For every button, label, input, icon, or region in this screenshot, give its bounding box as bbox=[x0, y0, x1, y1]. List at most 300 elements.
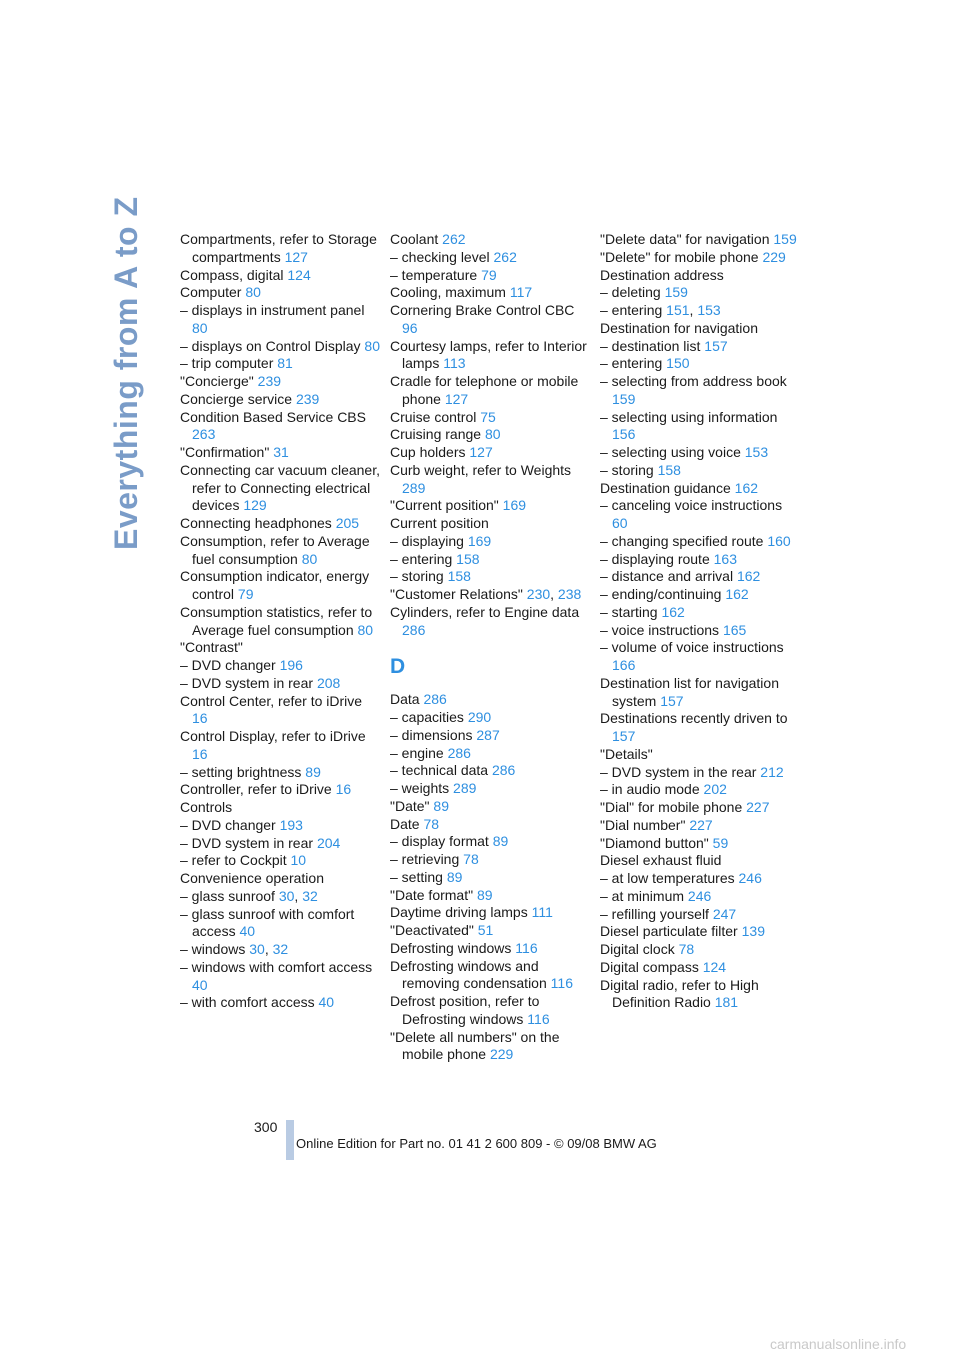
index-entry bbox=[180, 515, 380, 533]
index-entry bbox=[600, 870, 800, 888]
index-entry bbox=[180, 391, 380, 409]
index-entry bbox=[390, 727, 590, 745]
section-side-title bbox=[100, 196, 150, 550]
page-ref-link[interactable]: 16 bbox=[335, 781, 352, 798]
index-entry bbox=[600, 639, 800, 675]
index-entry bbox=[600, 249, 800, 267]
page-ref-link[interactable]: 158 bbox=[447, 568, 471, 585]
index-entry bbox=[180, 941, 380, 959]
index-entry bbox=[600, 799, 800, 817]
page-ref-separator: , bbox=[294, 887, 299, 904]
index-term: Courtesy lamps, refer to Interior lamps bbox=[390, 337, 587, 372]
page-ref-link[interactable]: 247 bbox=[712, 905, 737, 922]
index-entry bbox=[600, 746, 800, 764]
page-ref-link[interactable]: 127 bbox=[444, 390, 469, 407]
index-term: – voice instructions bbox=[600, 621, 720, 638]
index-entry bbox=[390, 586, 590, 604]
page-ref-link[interactable]: 111 bbox=[531, 904, 553, 921]
index-entry bbox=[390, 302, 590, 338]
index-term: "Dial" for mobile phone bbox=[600, 799, 743, 815]
page-ref-link[interactable]: 129 bbox=[243, 497, 267, 514]
index-term: Destinations recently driven to bbox=[600, 710, 788, 727]
page-ref-link[interactable]: 127 bbox=[469, 444, 493, 460]
page-ref-link[interactable]: 116 bbox=[550, 975, 573, 992]
page-ref-link[interactable]: 286 bbox=[402, 621, 426, 638]
page-ref-link[interactable]: 289 bbox=[453, 780, 477, 796]
page-ref-link[interactable]: 116 bbox=[515, 939, 538, 956]
index-term: Cooling, maximum bbox=[390, 284, 506, 301]
index-entry bbox=[180, 906, 380, 942]
page-ref-link[interactable]: 80 bbox=[364, 337, 380, 354]
index-entry bbox=[390, 284, 590, 302]
index-term: Control Display, refer to iDrive bbox=[180, 728, 366, 744]
index-entry bbox=[180, 959, 380, 995]
index-term: – with comfort access bbox=[180, 994, 315, 1011]
page-ref-separator: , bbox=[550, 586, 555, 602]
page-ref-link[interactable]: 157 bbox=[660, 692, 684, 709]
page-ref-link[interactable]: 16 bbox=[192, 710, 208, 727]
index-term: – DVD system in the rear bbox=[600, 763, 757, 780]
page-ref-link[interactable]: 289 bbox=[402, 479, 426, 496]
index-entry bbox=[600, 817, 800, 835]
page-ref-separator: , bbox=[689, 302, 694, 318]
watermark: carmanualsonline.info bbox=[770, 1336, 907, 1352]
index-entry bbox=[390, 904, 590, 922]
page-ref-link[interactable]: 78 bbox=[463, 851, 479, 867]
index-term: – DVD changer bbox=[180, 657, 276, 673]
index-entry bbox=[180, 444, 380, 462]
index-term: – entering bbox=[390, 550, 453, 567]
page-ref-link[interactable]: 156 bbox=[612, 426, 636, 443]
index-entry bbox=[180, 781, 380, 799]
index-term: Cylinders, refer to Engine data bbox=[390, 603, 580, 620]
index-term: "Concierge" bbox=[180, 373, 254, 389]
page-ref-link[interactable]: 60 bbox=[612, 515, 628, 531]
page-ref-link[interactable]: 286 bbox=[491, 762, 516, 779]
page-ref-link[interactable]: 162 bbox=[736, 568, 761, 585]
index-entry bbox=[180, 231, 380, 267]
index-term: – destination list bbox=[600, 337, 701, 354]
index-entry bbox=[180, 338, 380, 356]
page-ref-link[interactable]: 127 bbox=[284, 248, 308, 265]
index-entry bbox=[390, 922, 590, 940]
index-term: – DVD changer bbox=[180, 816, 276, 833]
page-ref-link[interactable]: 80 bbox=[484, 426, 501, 443]
index-entry bbox=[600, 444, 800, 462]
page-ref-link[interactable]: 151 bbox=[666, 302, 690, 318]
page-ref-link[interactable]: 79 bbox=[237, 586, 254, 602]
index-entry bbox=[180, 604, 380, 640]
page-ref-link[interactable]: 30 bbox=[249, 941, 265, 957]
index-term: "Deactivated" bbox=[390, 922, 474, 938]
page-ref-link[interactable]: 89 bbox=[433, 797, 449, 814]
page-ref-link[interactable]: 80 bbox=[192, 319, 208, 336]
page-ref-link[interactable]: 227 bbox=[689, 816, 713, 833]
page-ref-link[interactable]: 116 bbox=[527, 1010, 550, 1027]
index-entry bbox=[390, 745, 590, 763]
index-entry bbox=[180, 533, 380, 569]
page-ref-link[interactable]: 80 bbox=[301, 550, 318, 567]
index-term: – retrieving bbox=[390, 851, 460, 867]
page-ref-link[interactable]: 40 bbox=[239, 923, 256, 940]
index-entry bbox=[390, 551, 590, 569]
page-ref-link[interactable]: 139 bbox=[741, 923, 765, 940]
index-entry bbox=[180, 799, 380, 817]
page-ref-link[interactable]: 78 bbox=[423, 815, 440, 832]
index-term: – DVD system in rear bbox=[180, 834, 314, 851]
index-entry bbox=[600, 267, 800, 285]
index-term: – at low temperatures bbox=[600, 870, 735, 886]
index-entry bbox=[600, 284, 800, 302]
page-ref-link[interactable]: 263 bbox=[192, 426, 216, 443]
page-ref-link[interactable]: 162 bbox=[734, 479, 759, 496]
index-entry bbox=[390, 604, 590, 640]
index-entry bbox=[390, 515, 590, 533]
index-entry bbox=[180, 888, 380, 906]
index-term: "Customer Relations" bbox=[390, 586, 523, 602]
page-ref-link[interactable]: 239 bbox=[295, 390, 320, 407]
index-entry bbox=[390, 833, 590, 851]
page-ref-link[interactable]: 117 bbox=[509, 284, 533, 301]
index-entry bbox=[600, 852, 800, 870]
page-ref-separator: , bbox=[264, 941, 269, 957]
index-entry bbox=[600, 888, 800, 906]
index-entry bbox=[600, 409, 800, 445]
index-term: Curb weight, refer to Weights bbox=[390, 461, 572, 478]
index-entry bbox=[180, 675, 380, 693]
page-ref-link[interactable]: 30 bbox=[278, 887, 295, 904]
side-title-text: Everything from A to Z bbox=[108, 196, 144, 550]
index-term: – windows with comfort access bbox=[180, 958, 373, 975]
index-term: Compartments, refer to Storage compartments bbox=[180, 231, 377, 265]
page-number: 300 bbox=[254, 1119, 278, 1135]
index-entry bbox=[600, 586, 800, 604]
index-term: Diesel particulate filter bbox=[600, 923, 738, 940]
index-entry bbox=[390, 249, 590, 267]
index-entry bbox=[390, 497, 590, 515]
page-ref-link[interactable]: 81 bbox=[277, 355, 293, 372]
index-term: Control Center, refer to iDrive bbox=[180, 692, 363, 709]
page-ref-link[interactable]: 89 bbox=[305, 763, 321, 780]
page-ref-link[interactable]: 80 bbox=[245, 284, 261, 301]
index-term: Consumption indicator, energy control bbox=[180, 568, 370, 602]
page-ref-link[interactable]: 162 bbox=[725, 586, 749, 602]
index-term: Diesel exhaust fluid bbox=[600, 852, 722, 869]
page-ref-link[interactable]: 159 bbox=[773, 231, 797, 247]
index-term: Cruise control bbox=[390, 408, 477, 425]
index-term: Cup holders bbox=[390, 444, 466, 460]
index-entry bbox=[390, 691, 590, 709]
page-ref-link[interactable]: 40 bbox=[318, 994, 335, 1011]
index-term: Connecting headphones bbox=[180, 515, 332, 531]
index-term: – selecting using information bbox=[600, 408, 778, 425]
index-column-1 bbox=[180, 231, 380, 1012]
index-entry bbox=[600, 231, 800, 249]
index-term: – at minimum bbox=[600, 887, 685, 904]
index-term: Digital compass bbox=[600, 958, 699, 975]
page-ref-link[interactable]: 79 bbox=[481, 266, 497, 283]
index-entry bbox=[390, 267, 590, 285]
index-term: Compass, digital bbox=[180, 266, 284, 283]
index-entry bbox=[600, 923, 800, 941]
index-term: Connecting car vacuum cleaner, refer to Connecting electrical devices bbox=[180, 461, 380, 514]
index-term: "Delete all numbers" on the mobile phone bbox=[390, 1028, 560, 1063]
index-term: – displaying bbox=[390, 532, 464, 549]
index-entry bbox=[390, 533, 590, 551]
index-term: – storing bbox=[390, 568, 444, 585]
page-ref-link[interactable]: 113 bbox=[443, 355, 466, 372]
index-term: Concierge service bbox=[180, 390, 293, 407]
index-entry bbox=[390, 409, 590, 427]
page-ref-link[interactable]: 246 bbox=[687, 887, 712, 904]
page-ref-link[interactable]: 10 bbox=[290, 852, 307, 869]
index-entry bbox=[390, 816, 590, 834]
index-term: Controller, refer to iDrive bbox=[180, 781, 332, 798]
index-entry bbox=[600, 497, 800, 533]
page-ref-link[interactable]: 262 bbox=[493, 248, 517, 265]
index-term: Daytime driving lamps bbox=[390, 904, 528, 921]
index-term: Defrosting windows bbox=[390, 939, 512, 956]
index-entry bbox=[390, 762, 590, 780]
index-term: – displays in instrument panel bbox=[180, 302, 365, 318]
page-ref-link[interactable]: 89 bbox=[446, 868, 463, 885]
page-ref-link[interactable]: 40 bbox=[192, 976, 208, 993]
page-ref-link[interactable]: 212 bbox=[760, 763, 784, 780]
page-ref-link[interactable]: 169 bbox=[467, 532, 492, 549]
index-entry bbox=[600, 977, 800, 1013]
page-ref-link[interactable]: 158 bbox=[456, 550, 480, 567]
index-entry bbox=[600, 551, 800, 569]
index-term: – entering bbox=[600, 355, 663, 372]
index-term: – glass sunroof with comfort access bbox=[180, 905, 355, 940]
page-ref-link[interactable]: 208 bbox=[316, 674, 341, 691]
page-ref-link[interactable]: 163 bbox=[713, 550, 737, 567]
index-term: – checking level bbox=[390, 248, 490, 265]
index-entry bbox=[180, 817, 380, 835]
index-entry bbox=[180, 693, 380, 729]
index-entry bbox=[600, 959, 800, 977]
index-entry bbox=[600, 604, 800, 622]
index-term: Destination list for navigation system bbox=[600, 674, 779, 709]
index-term: – DVD system in rear bbox=[180, 674, 314, 691]
index-term: – engine bbox=[390, 744, 444, 761]
index-entry bbox=[390, 373, 590, 409]
index-term: – ending/continuing bbox=[600, 586, 722, 602]
page-ref-link[interactable]: 159 bbox=[612, 390, 636, 407]
index-term: "Diamond button" bbox=[600, 834, 709, 851]
page-ref-link[interactable]: 160 bbox=[767, 532, 791, 549]
page-ref-link[interactable]: 162 bbox=[661, 603, 685, 620]
index-entry bbox=[600, 906, 800, 924]
index-term: – glass sunroof bbox=[180, 887, 275, 904]
page-ref-link[interactable]: 229 bbox=[489, 1046, 514, 1063]
index-term: "Dial number" bbox=[600, 816, 686, 833]
index-term: "Details" bbox=[600, 745, 653, 762]
index-entry bbox=[180, 302, 380, 338]
page-ref-link[interactable]: 165 bbox=[722, 621, 747, 638]
index-entry bbox=[390, 568, 590, 586]
index-column-2 bbox=[390, 231, 590, 1064]
index-entry bbox=[600, 462, 800, 480]
index-term: Controls bbox=[180, 799, 233, 815]
index-entry bbox=[600, 764, 800, 782]
index-term: – distance and arrival bbox=[600, 568, 734, 585]
index-term: – selecting using voice bbox=[600, 444, 741, 460]
index-term: – capacities bbox=[390, 709, 464, 725]
page-ref-link[interactable]: 181 bbox=[714, 994, 739, 1011]
index-term: – displaying route bbox=[600, 550, 710, 567]
index-entry bbox=[600, 568, 800, 586]
index-term: – windows bbox=[180, 941, 246, 957]
index-term: – deleting bbox=[600, 284, 661, 301]
index-entry bbox=[180, 568, 380, 604]
index-term: – dimensions bbox=[390, 726, 473, 743]
index-entry bbox=[390, 851, 590, 869]
page-ref-link[interactable]: 239 bbox=[257, 373, 282, 389]
index-entry bbox=[390, 993, 590, 1029]
page-ref-link[interactable]: 150 bbox=[666, 355, 690, 372]
index-entry bbox=[600, 320, 800, 338]
index-term: Current position bbox=[390, 515, 489, 531]
index-term: Coolant bbox=[390, 231, 439, 247]
page-ref-link[interactable]: 202 bbox=[703, 781, 727, 798]
index-term: – canceling voice instructions bbox=[600, 497, 783, 514]
page-ref-link[interactable]: 32 bbox=[272, 941, 289, 957]
page-ref-link[interactable]: 169 bbox=[502, 497, 527, 514]
page-ref-link[interactable]: 89 bbox=[476, 886, 493, 903]
index-term: "Current position" bbox=[390, 497, 499, 514]
page-ref-link[interactable]: 32 bbox=[302, 887, 318, 904]
index-entry bbox=[390, 231, 590, 249]
index-column-3 bbox=[600, 231, 800, 1012]
index-term: Consumption statistics, refer to Average fuel consumption bbox=[180, 603, 373, 638]
index-term: – storing bbox=[600, 461, 654, 478]
page-ref-link[interactable]: 157 bbox=[704, 337, 728, 354]
index-term: "Delete" for mobile phone bbox=[600, 248, 759, 265]
page-ref-link[interactable]: 16 bbox=[192, 745, 208, 762]
index-entry bbox=[390, 780, 590, 798]
index-term: Destination guidance bbox=[600, 479, 731, 496]
index-entry bbox=[390, 798, 590, 816]
page-ref-link[interactable]: 159 bbox=[664, 284, 688, 301]
index-term: Defrost position, refer to Defrosting windows bbox=[390, 993, 540, 1027]
page-ref-link[interactable]: 166 bbox=[612, 657, 636, 673]
page-ref-link[interactable]: 204 bbox=[316, 834, 341, 851]
index-term: Cradle for telephone or mobile phone bbox=[390, 373, 579, 407]
index-entry bbox=[180, 852, 380, 870]
index-entry bbox=[390, 940, 590, 958]
index-term: – trip computer bbox=[180, 355, 274, 372]
index-term: Condition Based Service CBS bbox=[180, 408, 366, 425]
page-ref-link[interactable]: 80 bbox=[357, 621, 374, 638]
index-term: "Delete data" for navigation bbox=[600, 231, 770, 247]
index-entry bbox=[390, 958, 590, 994]
index-entry bbox=[390, 869, 590, 887]
page-ref-link[interactable]: 196 bbox=[279, 657, 303, 673]
index-entry bbox=[600, 533, 800, 551]
index-entry bbox=[390, 462, 590, 498]
index-entry bbox=[600, 941, 800, 959]
index-entry bbox=[180, 267, 380, 285]
page-ref-link[interactable]: 124 bbox=[287, 266, 311, 283]
index-term: Digital clock bbox=[600, 941, 675, 957]
page-ref-link[interactable]: 75 bbox=[480, 408, 496, 425]
index-term: – temperature bbox=[390, 266, 478, 283]
index-entry bbox=[600, 710, 800, 746]
index-entry bbox=[180, 657, 380, 675]
index-term: "Contrast" bbox=[180, 639, 243, 656]
index-term: "Date" bbox=[390, 797, 430, 814]
page-ref-link[interactable]: 158 bbox=[657, 461, 681, 478]
page-ref-link[interactable]: 89 bbox=[492, 833, 509, 850]
index-term: Consumption, refer to Average fuel consumption bbox=[180, 532, 370, 567]
page-ref-link[interactable]: 230 bbox=[526, 586, 551, 602]
page-ref-link[interactable]: 290 bbox=[467, 709, 492, 725]
index-entry bbox=[180, 639, 380, 657]
page-ref-link[interactable]: 153 bbox=[744, 444, 769, 460]
index-entry bbox=[180, 994, 380, 1012]
index-entry bbox=[390, 444, 590, 462]
page-ref-link[interactable]: 193 bbox=[279, 816, 303, 833]
index-term: Defrosting windows and removing condensation bbox=[390, 957, 547, 992]
page-ref-link[interactable]: 229 bbox=[762, 248, 786, 265]
index-entry bbox=[390, 1029, 590, 1065]
index-term: "Confirmation" bbox=[180, 444, 270, 460]
page-ref-link[interactable]: 262 bbox=[442, 231, 466, 247]
index-term: Destination address bbox=[600, 266, 724, 283]
page-ref-link[interactable]: 238 bbox=[557, 586, 582, 602]
index-term: – technical data bbox=[390, 762, 489, 779]
index-entry bbox=[180, 284, 380, 302]
index-entry bbox=[390, 426, 590, 444]
page-ref-link[interactable]: 286 bbox=[423, 691, 447, 708]
index-entry bbox=[390, 709, 590, 727]
index-entry bbox=[180, 409, 380, 445]
index-entry bbox=[390, 887, 590, 905]
index-term: – selecting from address book bbox=[600, 373, 787, 389]
index-term: Convenience operation bbox=[180, 870, 324, 886]
page-ref-link[interactable]: 96 bbox=[402, 319, 418, 336]
page-ref-link[interactable]: 51 bbox=[477, 922, 494, 938]
page-ref-link[interactable]: 153 bbox=[697, 302, 721, 318]
index-term: – changing specified route bbox=[600, 532, 764, 549]
index-term: Computer bbox=[180, 284, 242, 301]
index-term: – weights bbox=[390, 780, 450, 796]
page-ref-link[interactable]: 157 bbox=[612, 728, 636, 744]
page-ref-link[interactable]: 205 bbox=[335, 515, 360, 531]
index-entry bbox=[600, 781, 800, 799]
page-ref-link[interactable]: 31 bbox=[273, 444, 289, 460]
index-entry bbox=[180, 728, 380, 764]
index-term: – display format bbox=[390, 833, 489, 850]
page-ref-link[interactable]: 78 bbox=[678, 941, 695, 957]
index-entry bbox=[180, 462, 380, 515]
index-term: – in audio mode bbox=[600, 781, 700, 798]
index-term: Destination for navigation bbox=[600, 319, 758, 336]
index-term: – starting bbox=[600, 603, 658, 620]
page-ref-link[interactable]: 286 bbox=[447, 744, 471, 761]
page-ref-link[interactable]: 246 bbox=[738, 870, 762, 886]
page-ref-link[interactable]: 227 bbox=[746, 799, 770, 815]
index-term: Date bbox=[390, 815, 420, 832]
index-entry bbox=[600, 302, 800, 320]
index-term: – displays on Control Display bbox=[180, 337, 361, 354]
page-ref-link[interactable]: 59 bbox=[712, 834, 729, 851]
index-term: – refer to Cockpit bbox=[180, 852, 287, 869]
page-ref-link[interactable]: 124 bbox=[702, 958, 727, 975]
page-ref-link[interactable]: 287 bbox=[476, 726, 500, 743]
index-entry bbox=[600, 480, 800, 498]
